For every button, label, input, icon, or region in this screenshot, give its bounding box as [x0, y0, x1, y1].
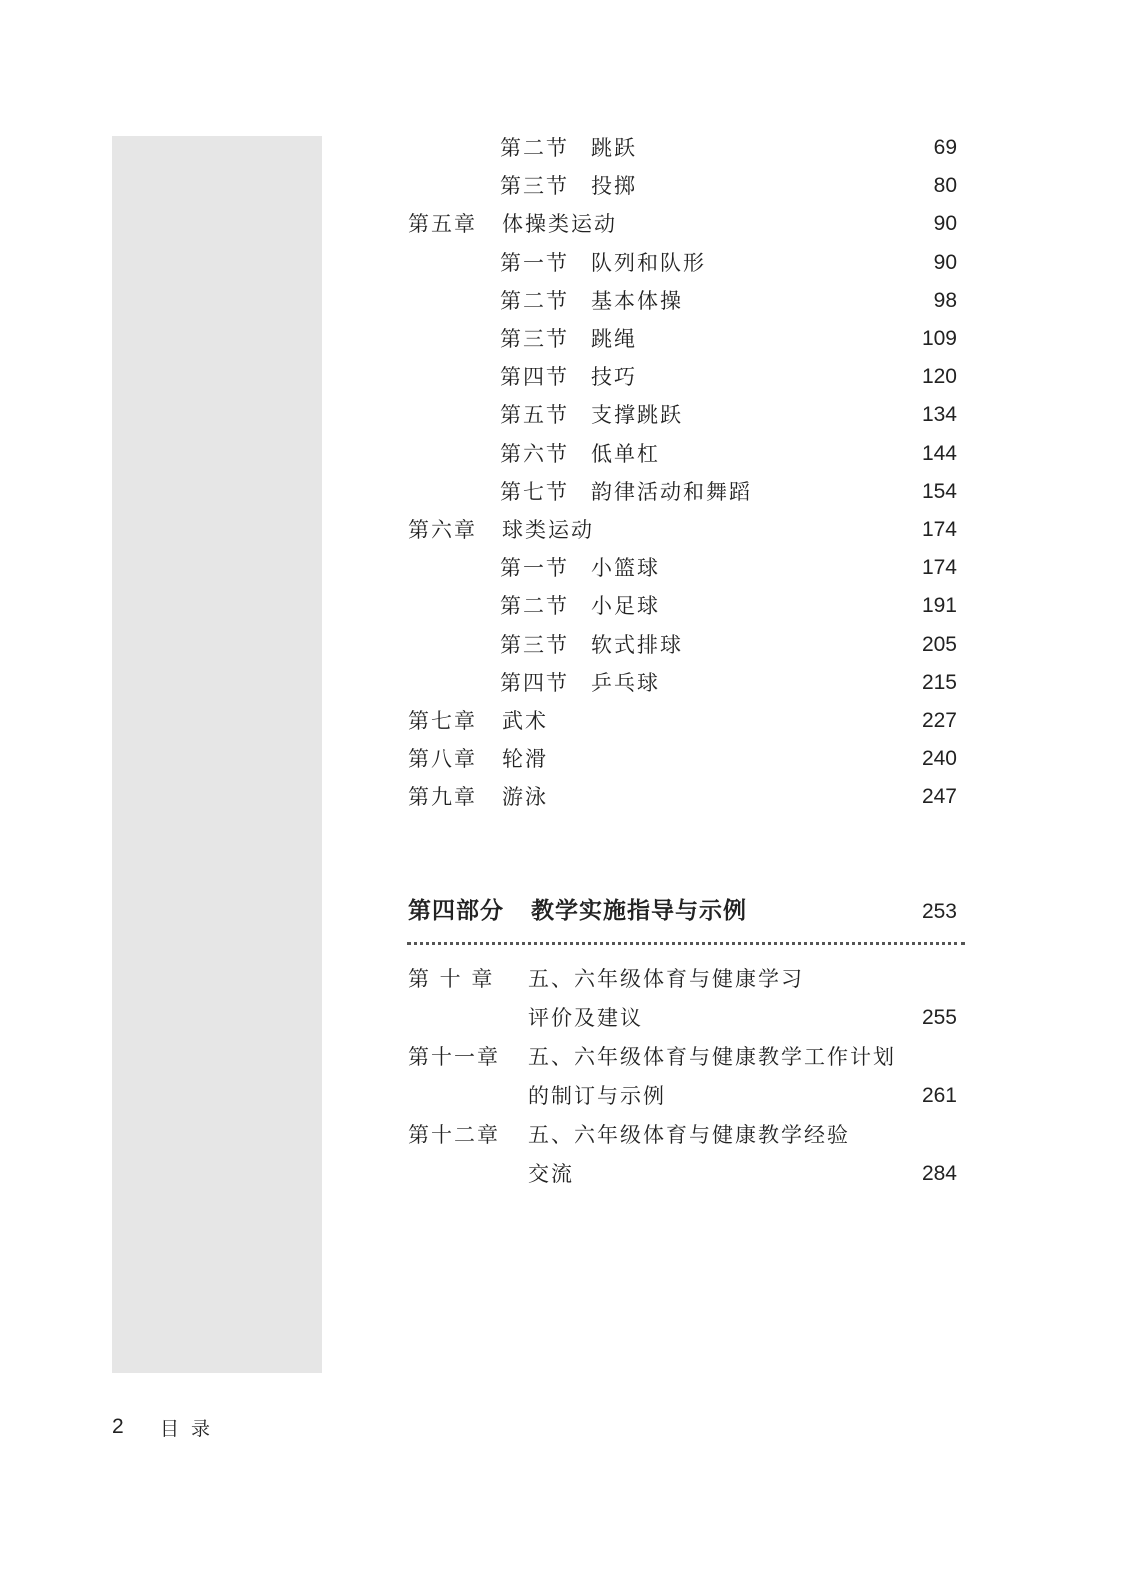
section-page: 109 [921, 327, 957, 350]
chapter-page: 284 [921, 1162, 957, 1185]
section-label: 第三节 [500, 632, 569, 657]
chapter-title: 武术 [502, 709, 548, 733]
section-label: 第二节 [500, 288, 569, 313]
section-label: 第六节 [500, 441, 569, 466]
chapter-label: 第八章 [408, 747, 477, 772]
section-label: 第一节 [500, 250, 569, 275]
chapter-title-line-1: 五、六年级体育与健康教学工作计划 [528, 1045, 896, 1069]
section-label: 第二节 [500, 594, 569, 619]
section-title: 投掷 [591, 174, 637, 199]
chapter-title-line-1: 五、六年级体育与健康教学经验 [528, 1123, 850, 1147]
chapter-page: 255 [921, 1006, 957, 1029]
section-label: 第四节 [500, 365, 569, 390]
chapter-title: 体操类运动 [502, 212, 617, 237]
section-title: 小篮球 [591, 556, 660, 581]
chapter-title: 球类运动 [502, 518, 594, 542]
chapter-label: 第五章 [408, 212, 477, 237]
section-title: 软式排球 [591, 632, 683, 657]
section-page: 174 [921, 556, 957, 580]
chapter-page: 227 [921, 709, 957, 732]
section-page: 69 [933, 136, 957, 159]
chapter-title: 轮滑 [502, 747, 548, 772]
chapter-label: 第七章 [408, 709, 477, 733]
section-page: 90 [933, 250, 957, 274]
chapter-title-line-2: 评价及建议 [528, 1006, 643, 1030]
section-label: 第一节 [500, 556, 569, 581]
chapter-page: 247 [921, 785, 957, 809]
section-page: 191 [921, 594, 957, 618]
gray-margin-band [112, 136, 322, 1373]
section-title: 支撑跳跃 [591, 403, 683, 428]
section-title: 韵律活动和舞蹈 [591, 479, 752, 504]
section-page: 144 [921, 441, 957, 465]
part-label: 第四部分 [408, 897, 504, 924]
chapter-label: 第九章 [408, 785, 477, 810]
section-page: 134 [921, 403, 957, 427]
chapter-page: 90 [933, 212, 957, 236]
chapter-page: 261 [921, 1084, 957, 1107]
chapter-label: 第十一章 [408, 1045, 500, 1069]
section-title: 小足球 [591, 594, 660, 619]
section-title: 跳绳 [591, 327, 637, 351]
chapter-title-line-2: 交流 [528, 1162, 574, 1186]
part-page: 253 [921, 900, 957, 923]
section-page: 205 [921, 632, 957, 656]
section-label: 第四节 [500, 670, 569, 695]
section-page: 154 [921, 479, 957, 503]
section-label: 第二节 [500, 136, 569, 160]
footer-label: 目录 [160, 1418, 223, 1440]
section-page: 120 [921, 365, 957, 389]
section-label: 第七节 [500, 479, 569, 504]
chapter-title: 游泳 [502, 785, 548, 810]
section-label: 第五节 [500, 403, 569, 428]
dotted-divider [407, 942, 965, 945]
chapter-label: 第 十 章 [408, 967, 495, 991]
chapter-label: 第六章 [408, 518, 477, 542]
chapter-page: 174 [921, 518, 957, 541]
footer-page-number: 2 [112, 1415, 124, 1438]
section-title: 低单杠 [591, 441, 660, 466]
section-title: 技巧 [591, 365, 637, 390]
section-page: 80 [933, 174, 957, 198]
section-label: 第三节 [500, 327, 569, 351]
chapter-label: 第十二章 [408, 1123, 500, 1147]
section-label: 第三节 [500, 174, 569, 199]
section-page: 215 [921, 670, 957, 694]
chapter-title-line-2: 的制订与示例 [528, 1084, 666, 1108]
part-title: 教学实施指导与示例 [531, 897, 747, 924]
section-page: 98 [933, 288, 957, 312]
section-title: 跳跃 [591, 136, 637, 160]
section-title: 基本体操 [591, 288, 683, 313]
chapter-page: 240 [921, 747, 957, 771]
section-title: 队列和队形 [591, 250, 706, 275]
section-title: 乒乓球 [591, 670, 660, 695]
chapter-title-line-1: 五、六年级体育与健康学习 [528, 967, 804, 991]
